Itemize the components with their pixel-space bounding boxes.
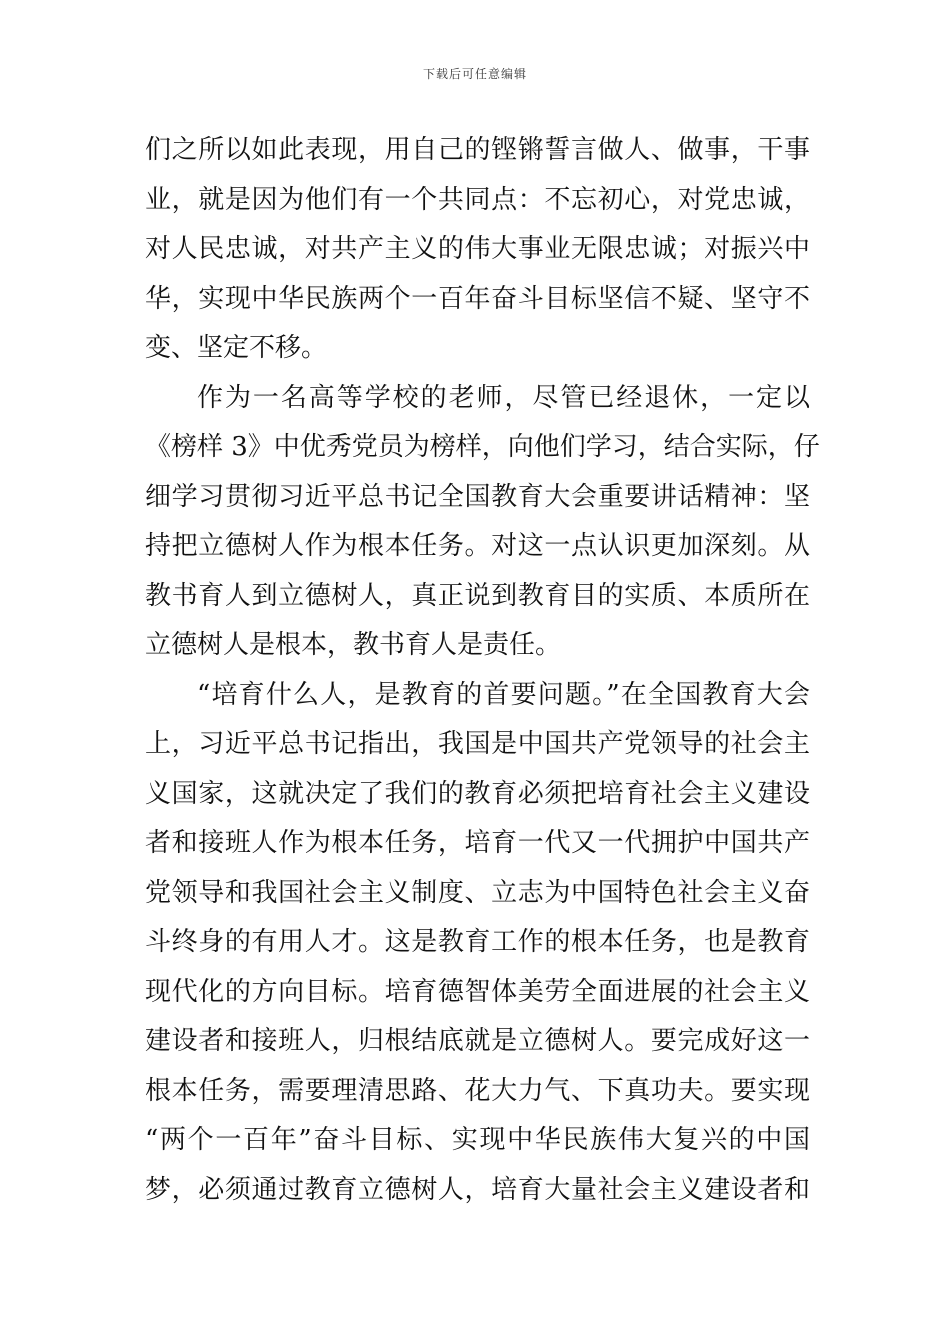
text-line: 建设者和接班人，归根结底就是立德树人。要完成好这一 [145,1026,810,1056]
text-line: 现代化的方向目标。培育德智体美劳全面进展的社会主义 [145,976,810,1007]
text-line: 党领导和我国社会主义制度、立志为中国特色社会主义奋 [145,877,810,908]
text-line: 根本任务，需要理清思路、花大力气、下真功夫。要实现 [145,1075,810,1106]
text-line: 对人民忠诚，对共产主义的伟大事业无限忠诚；对振兴中 [145,234,810,264]
text-line: 持把立德树人作为根本任务。对这一点认识更加深刻。从 [145,531,810,561]
text-line: 变、坚定不移。 [145,333,328,363]
text-line: 上，习近平总书记指出，我国是中国共产党领导的社会主 [145,729,810,759]
text-line: 斗终身的有用人才。这是教育工作的根本任务，也是教育 [145,927,810,957]
text-line: 者和接班人作为根本任务，培育一代又一代拥护中国共产 [145,828,810,858]
text-line: 华，实现中华民族两个一百年奋斗目标坚信不疑、坚守不 [145,283,810,314]
text-line: 业，就是因为他们有一个共同点：不忘初心，对党忠诚， [145,184,810,215]
text-line: 梦，必须通过教育立德树人，培育大量社会主义建设者和 [145,1174,810,1205]
text-line: 细学习贯彻习近平总书记全国教育大会重要讲话精神：坚 [145,481,810,512]
text-line: 们之所以如此表现，用自己的铿锵誓言做人、做事，干事 [145,135,810,165]
page-header: 下载后可任意编辑 [422,67,527,81]
text-line: 立德树人是根本，教书育人是责任。 [145,630,562,660]
text-line: “培育什么人，是教育的首要问题。”在全国教育大会 [197,679,810,710]
text-line: 义国家，这就决定了我们的教育必须把培育社会主义建设 [145,778,810,809]
text-line: “两个一百年”奋斗目标、实现中华民族伟大复兴的中国 [145,1125,810,1155]
text-line: 作为一名高等学校的老师，尽管已经退休，一定以 [197,382,810,413]
body-text [145,126,820,1215]
text-line: 《榜样 3》中优秀党员为榜样，向他们学习，结合实际，仔 [145,432,820,462]
text-line: 教书育人到立德树人，真正说到教育目的实质、本质所在 [145,580,810,611]
